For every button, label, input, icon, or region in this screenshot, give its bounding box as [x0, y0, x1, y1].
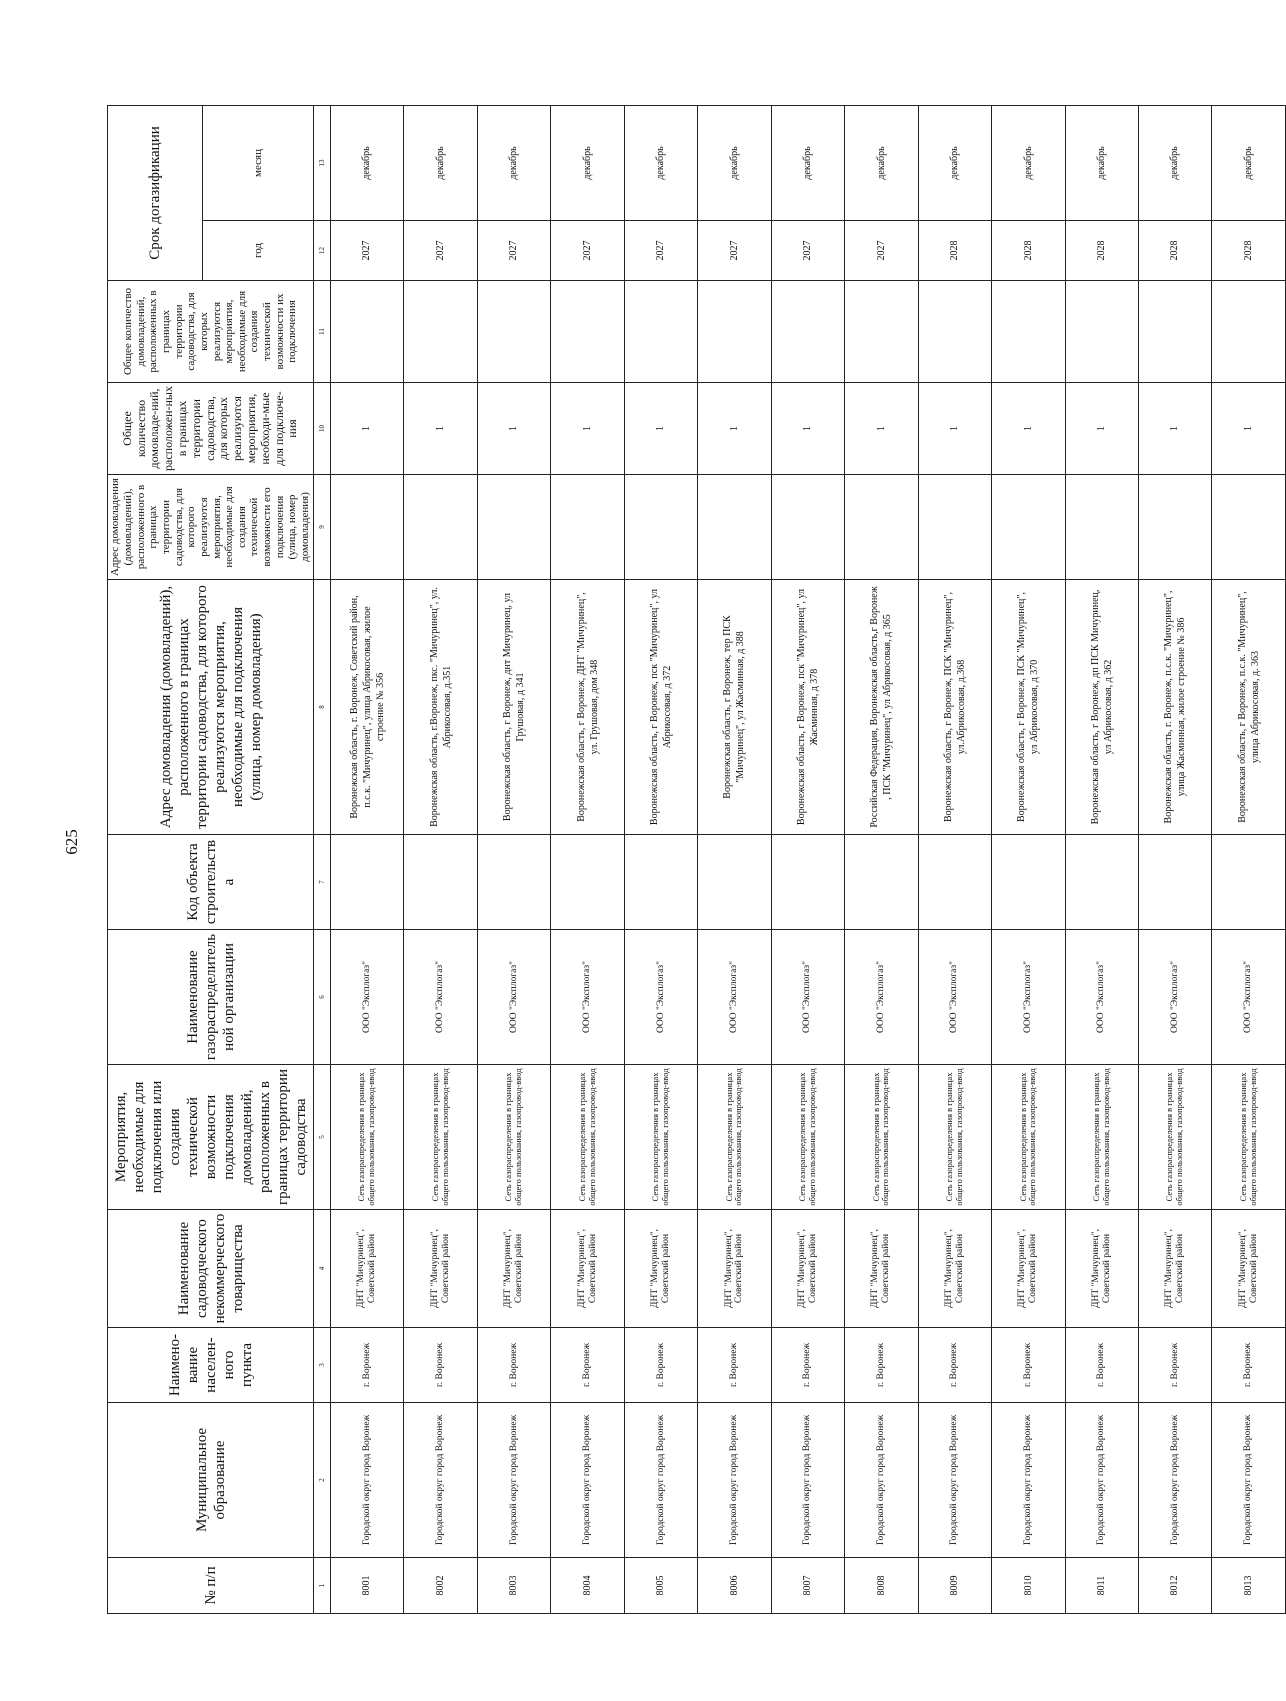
year-cell: 2028 [918, 221, 991, 281]
month-cell: декабрь [845, 105, 918, 220]
header-events: Мероприятия, необходимые для подключения или создания технической возможности подключения домовладений, расположенных в границах территории садоводства [108, 1065, 314, 1210]
count-cell: 1 [845, 383, 918, 475]
year-cell: 2027 [624, 221, 697, 281]
gas-org-cell: ООО "Эксплогаз" [1212, 930, 1286, 1065]
count-cell: 1 [1065, 383, 1138, 475]
column-number: 1 [314, 1558, 331, 1614]
event-cell: Сеть газораспределения в границах общего пользования, газопровод-ввод [1212, 1065, 1286, 1210]
gas-org-cell: ООО "Эксплогаз" [698, 930, 771, 1065]
address-capacity-cell [1212, 475, 1286, 580]
count-capacity-cell [918, 281, 991, 383]
address-cell: Воронежская область, г Воронеж, дп ПСК Мичуринец, ул Абрикосовая, д 362 [1065, 580, 1138, 835]
table-row [624, 105, 697, 1613]
year-cell: 2028 [1065, 221, 1138, 281]
header-address-capacity: Адрес домовладения (домовладений), расположенного в границах территории садоводства, для которого реализуются мероприятия, необходимые для создания технической возможности его подключения (улица, номер домовладения) [108, 475, 314, 580]
column-number: 8 [314, 580, 331, 835]
table-row [477, 105, 550, 1613]
address-cell: Воронежская область, г Воронеж, п.с.к. "Мичуринец", улица Абрикосовая, д. 363 [1212, 580, 1286, 835]
snt-cell: ДНТ "Мичуринец", Советский район [771, 1210, 844, 1328]
municipality-cell: Городской округ город Воронеж [918, 1403, 991, 1558]
snt-cell: ДНТ "Мичуринец", Советский район [845, 1210, 918, 1328]
count-cell: 1 [551, 383, 624, 475]
table-row [698, 105, 771, 1613]
column-number: 3 [314, 1328, 331, 1403]
header-count-connection: Общее количество домовладе-ний, расположен-ных в границах территории садоводства, для которых реализуются мероприятия, необходи-мые для подключе-ния [108, 383, 314, 475]
count-cell: 1 [404, 383, 477, 475]
header-month: месяц [203, 105, 314, 220]
month-cell: декабрь [331, 105, 404, 220]
table-body [331, 105, 1286, 1613]
table-header [108, 105, 331, 1613]
address-cell: Воронежская область, г Воронеж, ПСК "Мичуринец", ул Абрикосовая, д 370 [992, 580, 1065, 835]
event-cell: Сеть газораспределения в границах общего пользования, газопровод-ввод [551, 1065, 624, 1210]
column-number: 9 [314, 475, 331, 580]
column-number: 13 [314, 105, 331, 220]
month-cell: декабрь [992, 105, 1065, 220]
address-capacity-cell [698, 475, 771, 580]
gas-org-cell: ООО "Эксплогаз" [331, 930, 404, 1065]
settlement-cell: г. Воронеж [1065, 1328, 1138, 1403]
object-code-cell [845, 835, 918, 930]
address-capacity-cell [1065, 475, 1138, 580]
gasification-table [107, 105, 1286, 1614]
settlement-cell: г. Воронеж [845, 1328, 918, 1403]
object-code-cell [551, 835, 624, 930]
address-capacity-cell [992, 475, 1065, 580]
count-cell: 1 [1212, 383, 1286, 475]
row-number: 8002 [404, 1558, 477, 1614]
row-number: 8001 [331, 1558, 404, 1614]
municipality-cell: Городской округ город Воронеж [1138, 1403, 1211, 1558]
year-cell: 2028 [992, 221, 1065, 281]
event-cell: Сеть газораспределения в границах общего пользования, газопровод-ввод [477, 1065, 550, 1210]
document-rotated-content [107, 106, 1286, 1614]
month-cell: декабрь [551, 105, 624, 220]
count-capacity-cell [1138, 281, 1211, 383]
row-number: 8003 [477, 1558, 550, 1614]
event-cell: Сеть газораспределения в границах общего пользования, газопровод-ввод [1138, 1065, 1211, 1210]
event-cell: Сеть газораспределения в границах общего пользования, газопровод-ввод [918, 1065, 991, 1210]
column-number: 12 [314, 221, 331, 281]
settlement-cell: г. Воронеж [1212, 1328, 1286, 1403]
object-code-cell [992, 835, 1065, 930]
gas-org-cell: ООО "Эксплогаз" [1138, 930, 1211, 1065]
gas-org-cell: ООО "Эксплогаз" [404, 930, 477, 1065]
count-cell: 1 [698, 383, 771, 475]
table-row [331, 105, 404, 1613]
object-code-cell [771, 835, 844, 930]
column-number: 2 [314, 1403, 331, 1558]
gas-org-cell: ООО "Эксплогаз" [1065, 930, 1138, 1065]
table-row [1065, 105, 1138, 1613]
address-cell: Воронежская область, г Воронеж, днт Мичуринец, ул Грушовая, д 341 [477, 580, 550, 835]
count-capacity-cell [1065, 281, 1138, 383]
object-code-cell [698, 835, 771, 930]
header-object-code: Код объекта строительства [108, 835, 314, 930]
address-cell: Воронежская область, г Воронеж, тер ПСК "Мичуринец", ул Жасминная, д 388 [698, 580, 771, 835]
count-capacity-cell [551, 281, 624, 383]
snt-cell: ДНТ "Мичуринец", Советский район [918, 1210, 991, 1328]
settlement-cell: г. Воронеж [992, 1328, 1065, 1403]
snt-cell: ДНТ "Мичуринец", Советский район [1065, 1210, 1138, 1328]
address-capacity-cell [918, 475, 991, 580]
address-capacity-cell [477, 475, 550, 580]
address-cell: Воронежская область, г. Воронеж, п.с.к. "Мичуринец", улица Жасминная, жилое строение № 386 [1138, 580, 1211, 835]
gas-org-cell: ООО "Эксплогаз" [771, 930, 844, 1065]
row-number: 8010 [992, 1558, 1065, 1614]
municipality-cell: Городской округ город Воронеж [477, 1403, 550, 1558]
count-capacity-cell [404, 281, 477, 383]
table-row [771, 105, 844, 1613]
count-capacity-cell [698, 281, 771, 383]
address-cell: Воронежская область, г.Воронеж, пкс. "Мичуринец", ул. Абрикосовая, д.351 [404, 580, 477, 835]
count-capacity-cell [771, 281, 844, 383]
snt-cell: ДНТ "Мичуринец", Советский район [331, 1210, 404, 1328]
object-code-cell [1138, 835, 1211, 930]
header-snt: Наименование садоводческого некоммерческого товарищества [108, 1210, 314, 1328]
page-number: 625 [62, 829, 81, 855]
event-cell: Сеть газораспределения в границах общего пользования, газопровод-ввод [698, 1065, 771, 1210]
address-capacity-cell [624, 475, 697, 580]
header-count-capacity: Общее количество домовладений, расположенных в границах территории садоводства, для которых реализуются мероприятия, необходимые для создания технической возможности их подключения [108, 281, 314, 383]
object-code-cell [1065, 835, 1138, 930]
header-settlement: Наимено-вание населен-ного пункта [108, 1328, 314, 1403]
row-number: 8009 [918, 1558, 991, 1614]
address-cell: Воронежская область, г Воронеж, ДНТ "Мичуринец", ул. Грушовая, дом 348 [551, 580, 624, 835]
municipality-cell: Городской округ город Воронеж [1065, 1403, 1138, 1558]
snt-cell: ДНТ "Мичуринец", Советский район [551, 1210, 624, 1328]
object-code-cell [477, 835, 550, 930]
address-capacity-cell [404, 475, 477, 580]
row-number: 8007 [771, 1558, 844, 1614]
row-number: 8012 [1138, 1558, 1211, 1614]
count-capacity-cell [331, 281, 404, 383]
municipality-cell: Городской округ город Воронеж [845, 1403, 918, 1558]
table-row [845, 105, 918, 1613]
header-num: № п/п [108, 1558, 314, 1614]
settlement-cell: г. Воронеж [331, 1328, 404, 1403]
event-cell: Сеть газораспределения в границах общего пользования, газопровод-ввод [771, 1065, 844, 1210]
snt-cell: ДНТ "Мичуринец", Советский район [1138, 1210, 1211, 1328]
municipality-cell: Городской округ город Воронеж [331, 1403, 404, 1558]
row-number: 8011 [1065, 1558, 1138, 1614]
table-row [404, 105, 477, 1613]
month-cell: декабрь [918, 105, 991, 220]
table-row [551, 105, 624, 1613]
municipality-cell: Городской округ город Воронеж [1212, 1403, 1286, 1558]
address-capacity-cell [845, 475, 918, 580]
year-cell: 2027 [404, 221, 477, 281]
snt-cell: ДНТ "Мичуринец", Советский район [404, 1210, 477, 1328]
month-cell: декабрь [1138, 105, 1211, 220]
header-municipality: Муниципальное образование [108, 1403, 314, 1558]
year-cell: 2027 [698, 221, 771, 281]
column-number: 5 [314, 1065, 331, 1210]
gas-org-cell: ООО "Эксплогаз" [992, 930, 1065, 1065]
header-deadline: Срок догазификации [108, 105, 203, 280]
object-code-cell [918, 835, 991, 930]
address-cell: Воронежская область, г Воронеж, ПСК "Мичуринец", ул.Абрикосовая, д.368 [918, 580, 991, 835]
row-number: 8008 [845, 1558, 918, 1614]
count-capacity-cell [992, 281, 1065, 383]
row-number: 8006 [698, 1558, 771, 1614]
address-capacity-cell [1138, 475, 1211, 580]
snt-cell: ДНТ "Мичуринец", Советский район [992, 1210, 1065, 1328]
settlement-cell: г. Воронеж [551, 1328, 624, 1403]
count-cell: 1 [918, 383, 991, 475]
address-cell: Российская Федерация, Воронежская область,г Воронеж , ПСК "Мичуринец", ул Абрикосовая, д 365 [845, 580, 918, 835]
settlement-cell: г. Воронеж [698, 1328, 771, 1403]
count-cell: 1 [331, 383, 404, 475]
year-cell: 2027 [331, 221, 404, 281]
event-cell: Сеть газораспределения в границах общего пользования, газопровод-ввод [1065, 1065, 1138, 1210]
event-cell: Сеть газораспределения в границах общего пользования, газопровод-ввод [404, 1065, 477, 1210]
column-number: 7 [314, 835, 331, 930]
header-year: год [203, 221, 314, 281]
header-gas-org: Наименование газораспределительной организации [108, 930, 314, 1065]
event-cell: Сеть газораспределения в границах общего пользования, газопровод-ввод [624, 1065, 697, 1210]
table-row [992, 105, 1065, 1613]
table-row [1138, 105, 1211, 1613]
count-cell: 1 [624, 383, 697, 475]
address-cell: Воронежская область, г Воронеж, пск "Мичуринец", ул Жасминная, д 378 [771, 580, 844, 835]
settlement-cell: г. Воронеж [404, 1328, 477, 1403]
object-code-cell [331, 835, 404, 930]
snt-cell: ДНТ "Мичуринец", Советский район [698, 1210, 771, 1328]
object-code-cell [624, 835, 697, 930]
year-cell: 2028 [1212, 221, 1286, 281]
month-cell: декабрь [1212, 105, 1286, 220]
count-cell: 1 [771, 383, 844, 475]
year-cell: 2027 [551, 221, 624, 281]
count-capacity-cell [624, 281, 697, 383]
row-number: 8013 [1212, 1558, 1286, 1614]
year-cell: 2027 [477, 221, 550, 281]
event-cell: Сеть газораспределения в границах общего пользования, газопровод-ввод [992, 1065, 1065, 1210]
object-code-cell [404, 835, 477, 930]
snt-cell: ДНТ "Мичуринец", Советский район [1212, 1210, 1286, 1328]
table-row [918, 105, 991, 1613]
address-cell: Воронежская область, г Воронеж, пск "Мичуринец", ул Абрикосовая, д 372 [624, 580, 697, 835]
snt-cell: ДНТ "Мичуринец", Советский район [477, 1210, 550, 1328]
column-number-row [314, 105, 331, 1613]
municipality-cell: Городской округ город Воронеж [698, 1403, 771, 1558]
column-number: 4 [314, 1210, 331, 1328]
month-cell: декабрь [404, 105, 477, 220]
gas-org-cell: ООО "Эксплогаз" [624, 930, 697, 1065]
settlement-cell: г. Воронеж [918, 1328, 991, 1403]
address-capacity-cell [771, 475, 844, 580]
address-capacity-cell [551, 475, 624, 580]
municipality-cell: Городской округ город Воронеж [551, 1403, 624, 1558]
row-number: 8004 [551, 1558, 624, 1614]
year-cell: 2027 [771, 221, 844, 281]
count-capacity-cell [845, 281, 918, 383]
settlement-cell: г. Воронеж [477, 1328, 550, 1403]
municipality-cell: Городской округ город Воронеж [771, 1403, 844, 1558]
municipality-cell: Городской округ город Воронеж [992, 1403, 1065, 1558]
month-cell: декабрь [1065, 105, 1138, 220]
gas-org-cell: ООО "Эксплогаз" [918, 930, 991, 1065]
gas-org-cell: ООО "Эксплогаз" [845, 930, 918, 1065]
object-code-cell [1212, 835, 1286, 930]
month-cell: декабрь [698, 105, 771, 220]
gas-org-cell: ООО "Эксплогаз" [551, 930, 624, 1065]
event-cell: Сеть газораспределения в границах общего пользования, газопровод-ввод [331, 1065, 404, 1210]
municipality-cell: Городской округ город Воронеж [624, 1403, 697, 1558]
column-number: 11 [314, 281, 331, 383]
settlement-cell: г. Воронеж [1138, 1328, 1211, 1403]
row-number: 8005 [624, 1558, 697, 1614]
gas-org-cell: ООО "Эксплогаз" [477, 930, 550, 1065]
column-number: 10 [314, 383, 331, 475]
month-cell: декабрь [477, 105, 550, 220]
table-row [1212, 105, 1286, 1613]
year-cell: 2027 [845, 221, 918, 281]
settlement-cell: г. Воронеж [771, 1328, 844, 1403]
column-number: 6 [314, 930, 331, 1065]
month-cell: декабрь [624, 105, 697, 220]
month-cell: декабрь [771, 105, 844, 220]
count-capacity-cell [1212, 281, 1286, 383]
year-cell: 2028 [1138, 221, 1211, 281]
address-capacity-cell [331, 475, 404, 580]
municipality-cell: Городской округ город Воронеж [404, 1403, 477, 1558]
event-cell: Сеть газораспределения в границах общего пользования, газопровод-ввод [845, 1065, 918, 1210]
address-cell: Воронежская область, г. Воронеж, Советский район, п.с.к. "Мичуринец", улица Абрикосовая, жилое строение № 356 [331, 580, 404, 835]
snt-cell: ДНТ "Мичуринец", Советский район [624, 1210, 697, 1328]
count-cell: 1 [992, 383, 1065, 475]
settlement-cell: г. Воронеж [624, 1328, 697, 1403]
count-capacity-cell [477, 281, 550, 383]
header-address-connection: Адрес домовладения (домовладений), расположенного в границах территории садоводства, для которого реализуются мероприятия, необходимые для подключения (улица, номер домовладения) [108, 580, 314, 835]
count-cell: 1 [1138, 383, 1211, 475]
count-cell: 1 [477, 383, 550, 475]
